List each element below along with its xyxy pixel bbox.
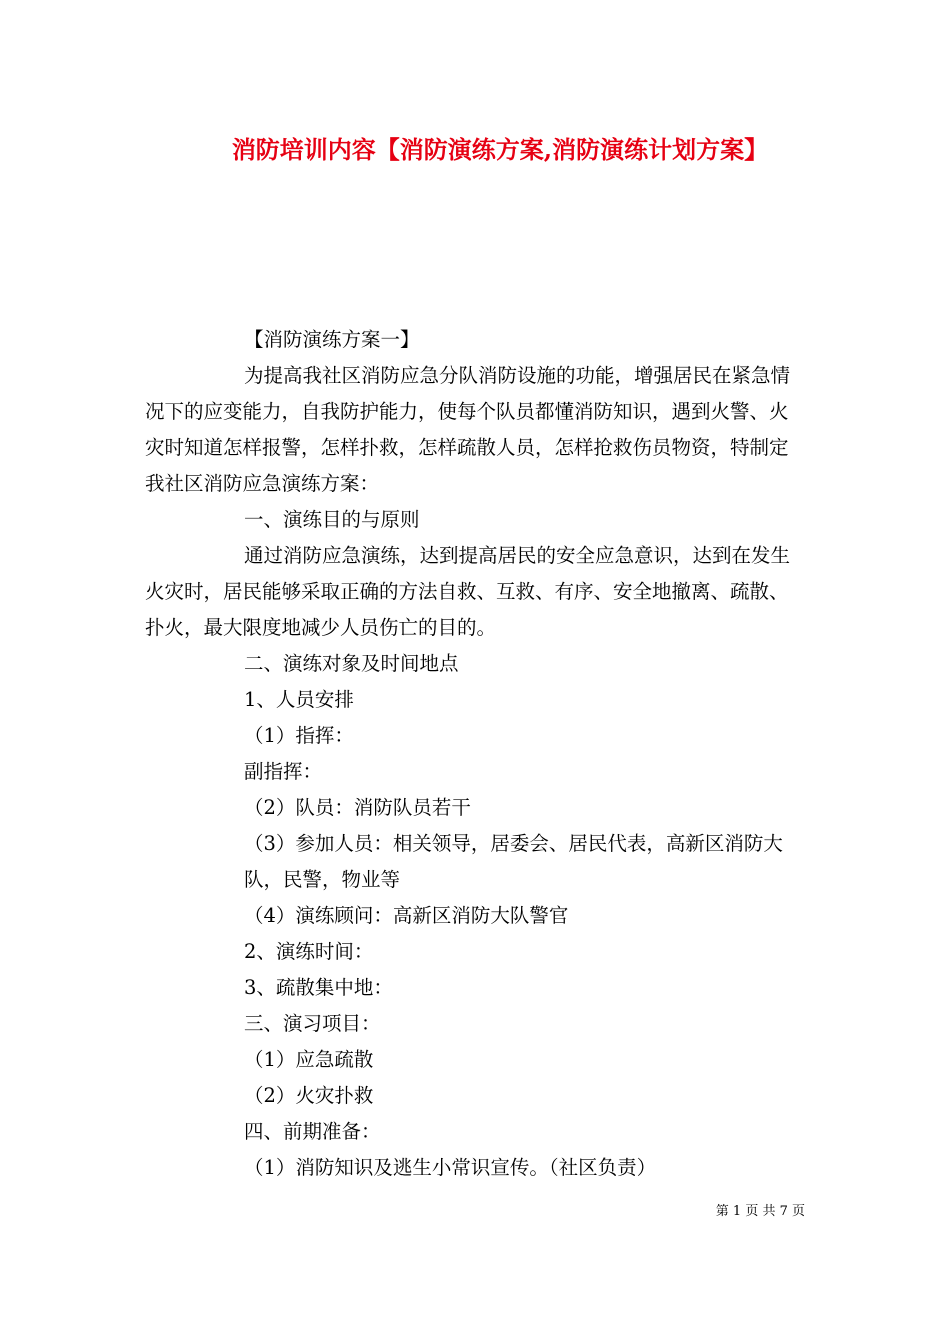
list-item: 2、演练时间： [244, 940, 374, 963]
section-heading-purpose: 一、演练目的与原则 [244, 508, 420, 531]
list-item: （1）应急疏散 [244, 1048, 374, 1071]
section-heading-participants: 二、演练对象及时间地点 [244, 652, 459, 675]
list-item: （1）消防知识及逃生小常识宣传。（社区负责） [244, 1156, 657, 1179]
list-item: 1、人员安排 [244, 688, 354, 711]
section-heading-preparation: 四、前期准备： [244, 1120, 381, 1143]
list-item: （2）火灾扑救 [244, 1084, 374, 1107]
list-item: （4）演练顾问：高新区消防大队警官 [244, 904, 569, 927]
list-item: （1）指挥： [244, 724, 354, 747]
document-body [145, 322, 807, 1186]
document-title: 消防培训内容【消防演练方案,消防演练计划方案】 [231, 135, 769, 164]
section-heading-items: 三、演习项目： [244, 1012, 381, 1035]
page-number-footer: 第 1 页 共 7 页 [715, 1204, 805, 1219]
list-item: 3、疏散集中地： [244, 976, 393, 999]
list-item: （3）参加人员：相关领导，居委会、居民代表，高新区消防大队，民警，物业等 [244, 832, 783, 891]
purpose-paragraph: 通过消防应急演练，达到提高居民的安全应急意识，达到在发生火灾时，居民能够采取正确的方法自救、互救、有序、安全地撤离、疏散、扑火，最大限度地减少人员伤亡的目的。 [145, 544, 791, 639]
list-item: （2）队员：消防队员若干 [244, 796, 471, 819]
list-item: 副指挥： [244, 760, 323, 783]
intro-paragraph: 为提高我社区消防应急分队消防设施的功能，增强居民在紧急情况下的应变能力，自我防护能力，使每个队员都懂消防知识，遇到火警、火灾时知道怎样报警，怎样扑救，怎样疏散人员，怎样抢救伤员物资，特制定我社区消防应急演练方案： [145, 364, 791, 495]
section-heading-plan-one: 【消防演练方案一】 [244, 328, 420, 351]
